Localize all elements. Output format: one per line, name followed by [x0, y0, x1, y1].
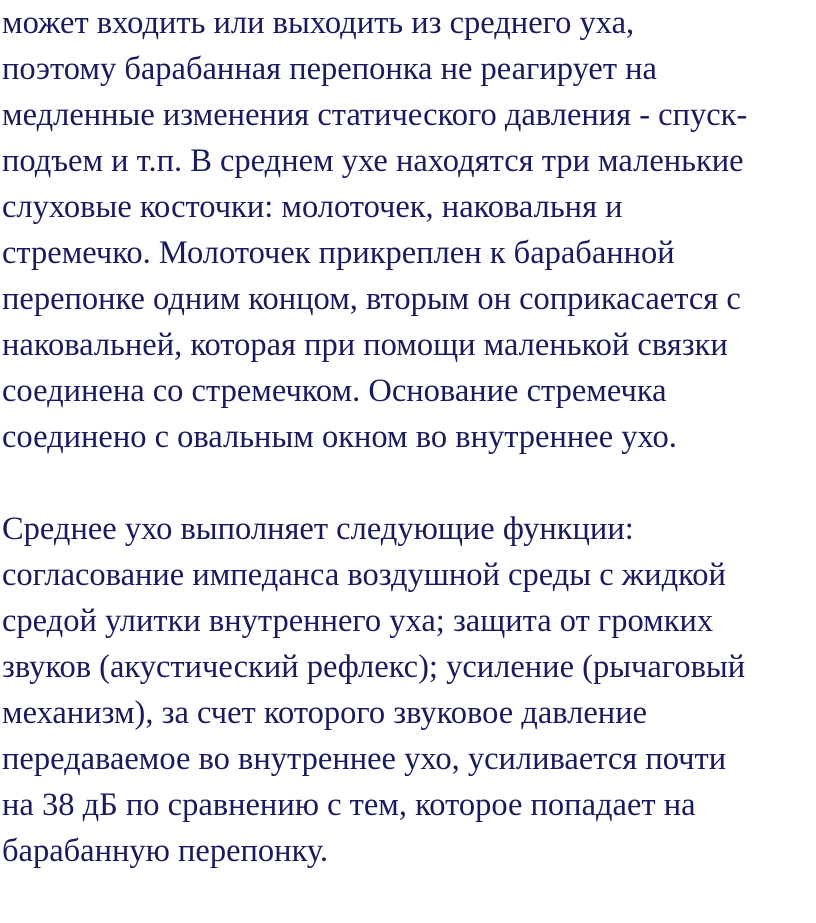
- text-line: слуховые косточки: молоточек, наковальня и: [2, 189, 623, 225]
- text-line: соединена со стремечком. Основание стремечка: [2, 373, 667, 409]
- text-line: перепонке одним концом, вторым он соприкасается с: [2, 281, 741, 317]
- paragraph-middle-ear-functions: [2, 506, 814, 874]
- text-line: средой улитки внутреннего уха; защита от громких: [2, 603, 714, 639]
- paragraph-middle-ear-anatomy: [2, 0, 814, 460]
- text-line: поэтому барабанная перепонка не реагирует на: [2, 51, 657, 87]
- text-line: медленные изменения статического давления - спуск-: [2, 97, 748, 133]
- text-line: на 38 дБ по сравнению с тем, которое попадает на: [2, 787, 696, 823]
- text-line: может входить или выходить из среднего уха,: [2, 5, 635, 41]
- text-line: звуков (акустический рефлекс); усиление (рычаговый: [2, 649, 746, 685]
- document-body: [2, 0, 814, 874]
- text-line: соединено с овальным окном во внутреннее ухо.: [2, 419, 677, 455]
- text-line: наковальней, которая при помощи маленькой связки: [2, 327, 728, 363]
- text-line: Среднее ухо выполняет следующие функции:: [2, 511, 634, 547]
- paragraph-gap: [2, 460, 814, 506]
- text-line: передаваемое во внутреннее ухо, усиливается почти: [2, 741, 727, 777]
- text-line: стремечко. Молоточек прикреплен к барабанной: [2, 235, 675, 271]
- text-line: механизм), за счет которого звуковое давление: [2, 695, 648, 731]
- text-line: барабанную перепонку.: [2, 833, 329, 869]
- text-line: согласование импеданса воздушной среды с жидкой: [2, 557, 726, 593]
- text-line: подъем и т.п. В среднем ухе находятся три маленькие: [2, 143, 744, 179]
